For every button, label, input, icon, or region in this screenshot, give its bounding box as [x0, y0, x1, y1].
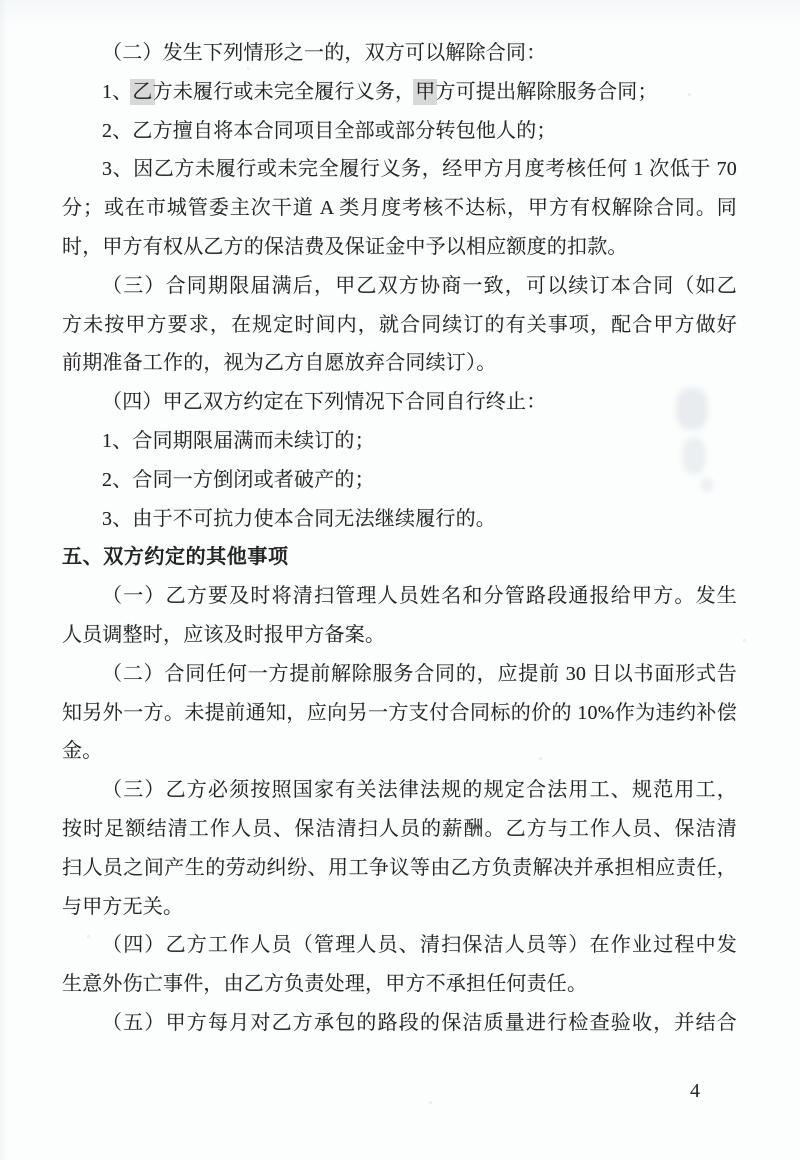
scan-noise-speckles — [0, 0, 1, 1]
text-line: （二）发生下列情形之一的，双方可以解除合同： — [102, 42, 547, 64]
text-line: 扫人员之间产生的劳动纠纷、用工争议等由乙方负责解决并承担相应责任， — [62, 856, 737, 879]
highlighted-char: 甲 — [415, 80, 436, 103]
scan-edge-tint-top — [0, 0, 800, 26]
text-line: 时，甲方有权从乙方的保洁费及保证金中予以相应额度的扣款。 — [62, 235, 628, 258]
text-line: 人员调整时，应该及时报甲方备案。 — [62, 623, 386, 646]
text-line: 1、合同期限届满而未续订的； — [102, 429, 375, 452]
page-number: 4 — [690, 1080, 700, 1102]
text-line: 金。 — [62, 740, 103, 763]
text-line: 3、由于不可抗力使本合同无法继续履行的。 — [102, 507, 496, 530]
text-line: 前期准备工作的，视为乙方自愿放弃合同续订）。 — [62, 352, 497, 375]
text-line: 分；或在市城管委主次干道 A 类月度考核不达标，甲方有权解除合同。同 — [62, 197, 737, 220]
text-line: 3、因乙方未履行或未完全履行义务，经甲方月度考核任何 1 次低于 70 — [102, 158, 737, 181]
text-line: 知另外一方。未提前通知，应向另一方支付合同标的价的 10%作为违约补偿 — [62, 701, 737, 724]
text-line: （三）乙方必须按照国家有关法律法规的规定合法用工、规范用工， — [102, 779, 737, 802]
highlighted-char: 乙 — [132, 80, 153, 103]
text-line: 1、乙方未履行或未完全履行义务，甲方可提出解除服务合同； — [102, 80, 658, 103]
text-line: （五）甲方每月对乙方承包的路段的保洁质量进行检查验收，并结合 — [102, 1011, 737, 1034]
text-line: 方未按甲方要求，在规定时间内，就合同续订的有关事项，配合甲方做好 — [62, 313, 737, 336]
text-line: （四）乙方工作人员（管理人员、清扫保洁人员等）在作业过程中发 — [102, 934, 737, 957]
text-line: （二）合同任何一方提前解除服务合同的，应提前 30 日以书面形式告 — [102, 662, 737, 685]
text-line: （四）甲乙双方约定在下列情况下合同自行终止： — [102, 391, 547, 414]
text-line: （一）乙方要及时将清扫管理人员姓名和分管路段通报给甲方。发生 — [102, 585, 737, 608]
scan-edge-tint-left — [0, 0, 7, 1160]
text-line: 与甲方无关。 — [62, 895, 184, 918]
text-line: 2、乙方擅自将本合同项目全部或部分转包他人的； — [102, 119, 557, 142]
document-lines — [62, 34, 737, 1043]
text-line: （三）合同期限届满后，甲乙双方协商一致，可以续订本合同（如乙 — [102, 274, 737, 297]
text-line: 2、合同一方倒闭或者破产的； — [102, 468, 375, 491]
text-line: 生意外伤亡事件，由乙方负责处理，甲方不承担任何责任。 — [62, 973, 588, 996]
text-line: 五、双方约定的其他事项 — [62, 546, 289, 569]
text-line: 按时足额结清工作人员、保洁清扫人员的薪酬。乙方与工作人员、保洁清 — [62, 817, 737, 840]
